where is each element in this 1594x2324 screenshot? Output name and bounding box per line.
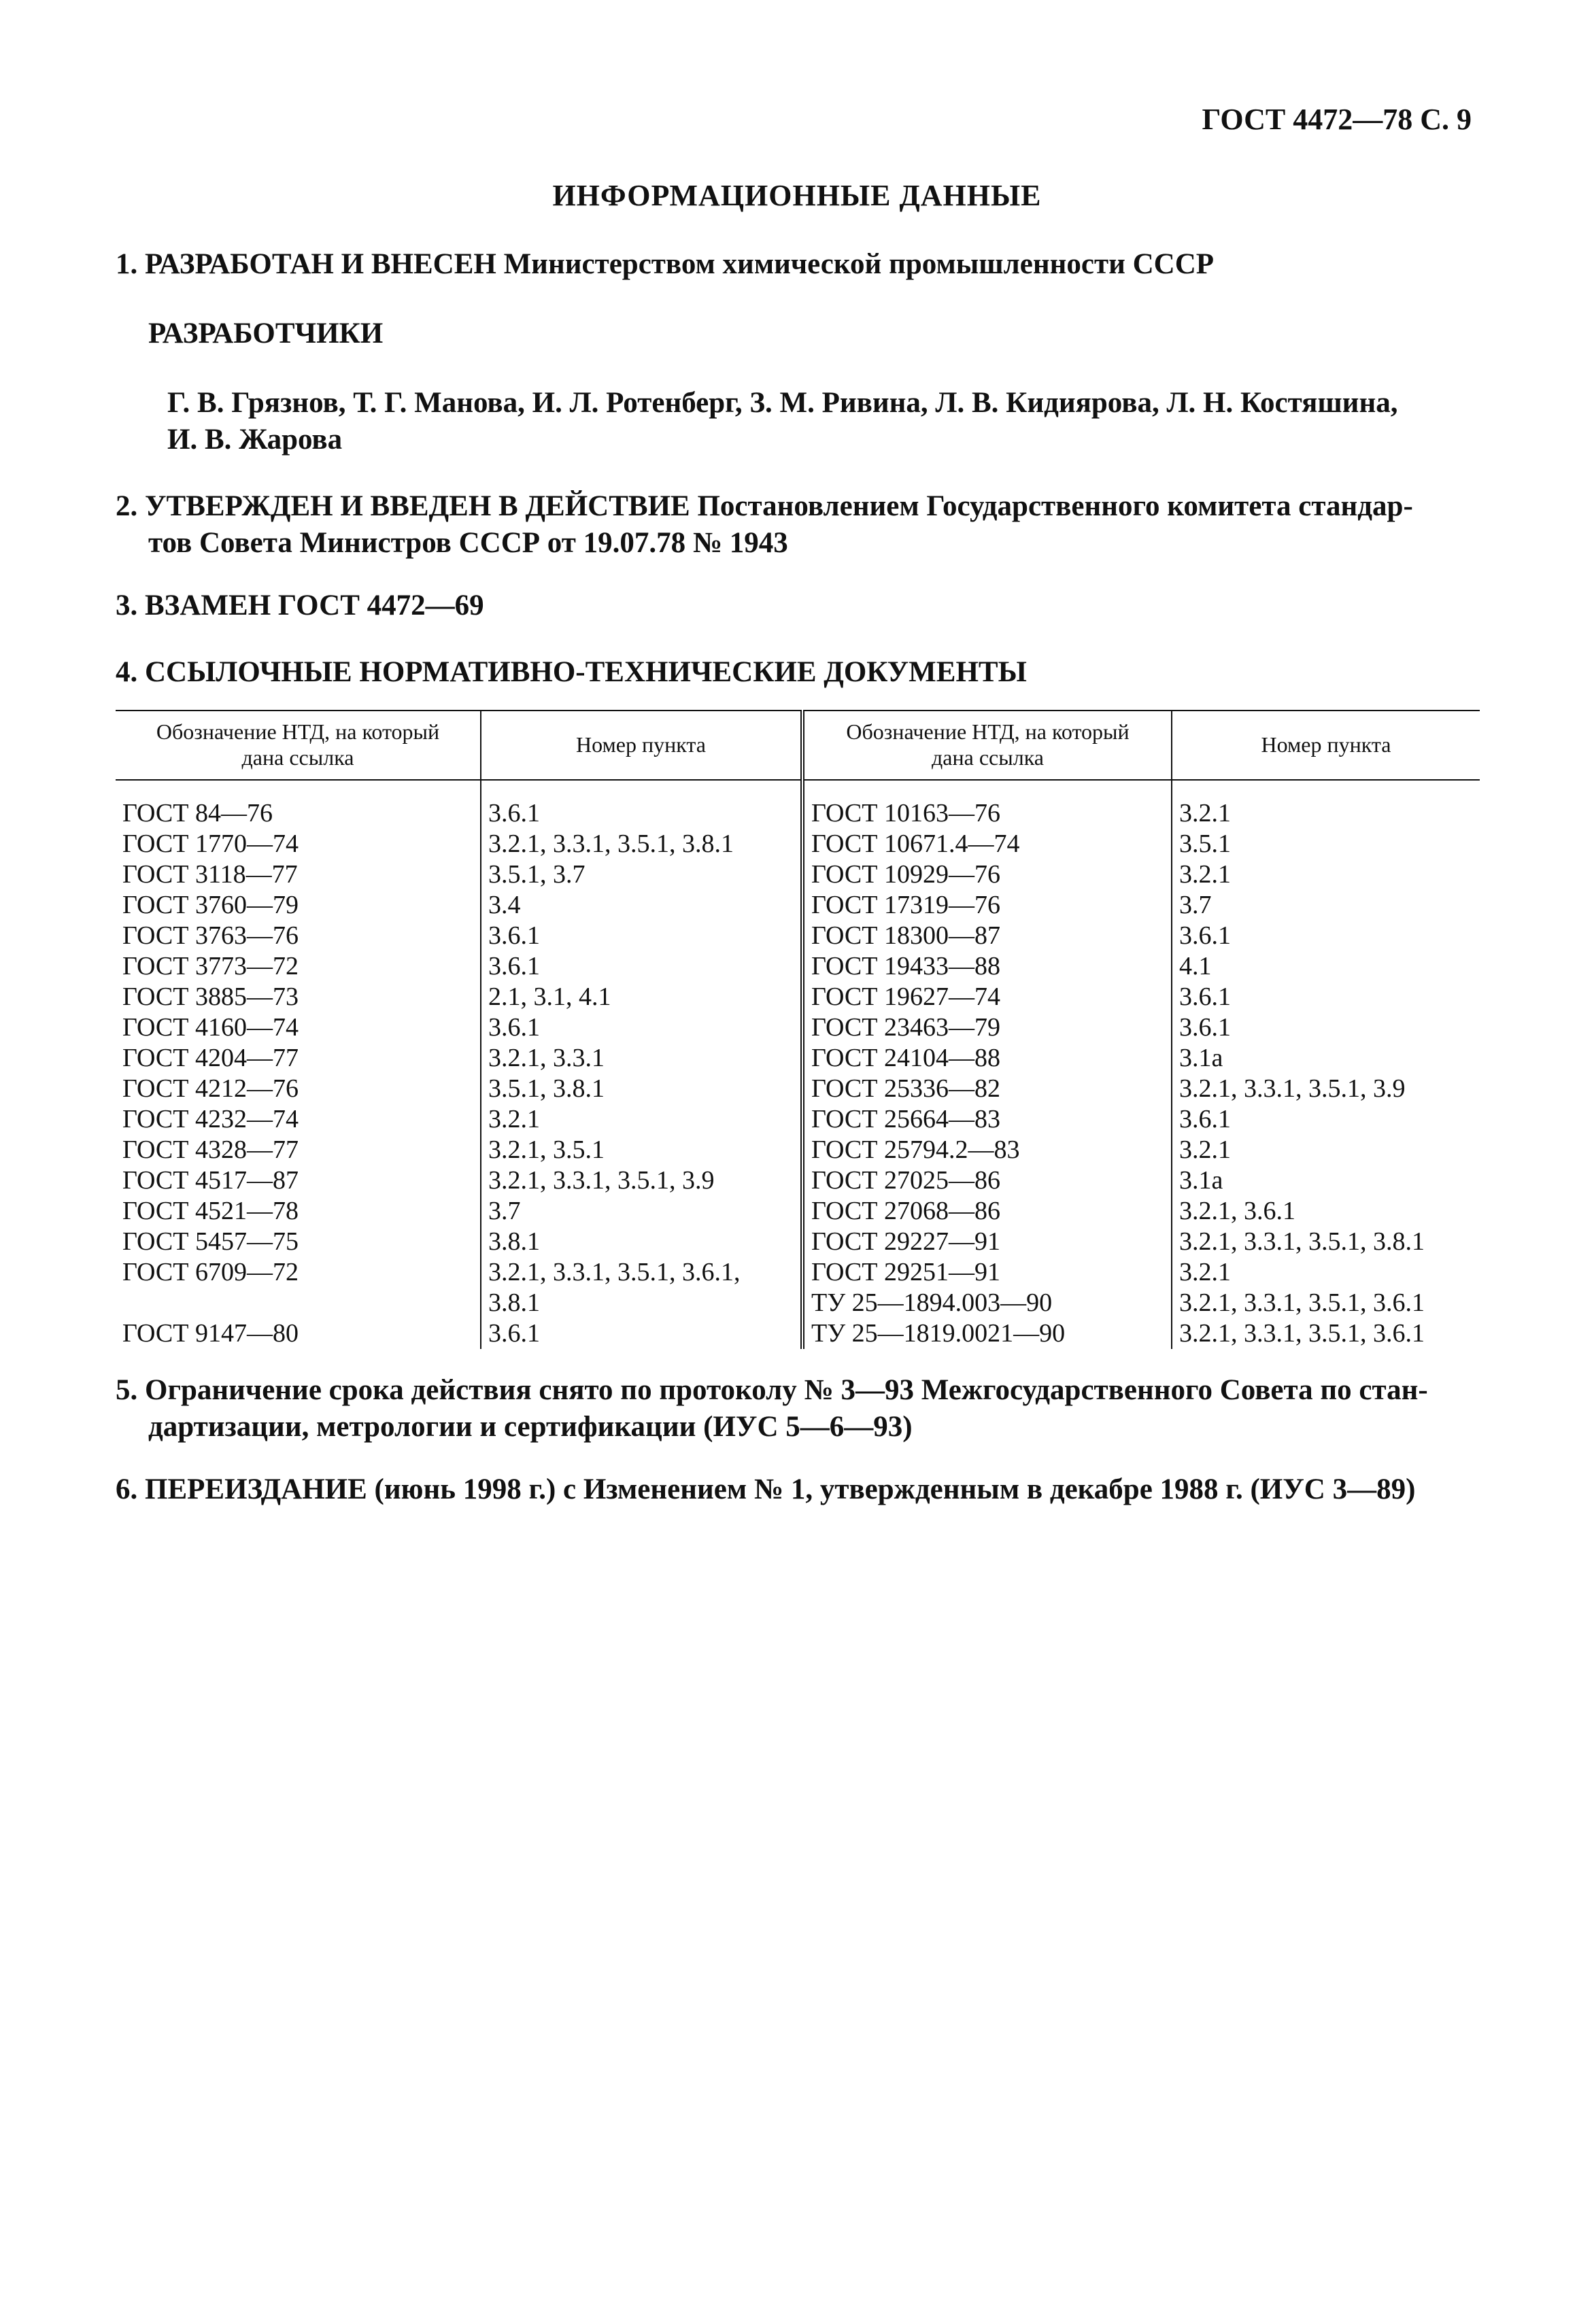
row-clause-right: 3.2.1, 3.3.1, 3.5.1, 3.8.1 bbox=[1172, 1227, 1480, 1257]
developers-names-line-2: И. В. Жарова bbox=[167, 424, 343, 456]
row-document-right: ГОСТ 10163—76 bbox=[802, 780, 1172, 829]
table-row bbox=[116, 982, 1480, 1012]
row-clause-right: 3.2.1, 3.3.1, 3.5.1, 3.9 bbox=[1172, 1074, 1480, 1104]
row-clause-right: 3.6.1 bbox=[1172, 921, 1480, 951]
table-row bbox=[116, 1196, 1480, 1227]
section-3 bbox=[116, 587, 1482, 624]
row-document-left: ГОСТ 4517—87 bbox=[122, 1166, 299, 1195]
section-2-number: 2. bbox=[116, 490, 138, 522]
section-6-number: 6. bbox=[116, 1473, 138, 1505]
row-clause-right: 3.2.1, 3.3.1, 3.5.1, 3.6.1 bbox=[1172, 1318, 1480, 1349]
row-clause-left: 3.2.1, 3.3.1, 3.5.1, 3.8.1 bbox=[481, 829, 802, 859]
row-clause-left: 3.2.1, 3.3.1 bbox=[481, 1043, 802, 1074]
row-clause-right: 3.2.1 bbox=[1172, 1135, 1480, 1165]
row-document-right: ГОСТ 27025—86 bbox=[802, 1165, 1172, 1196]
section-5 bbox=[116, 1372, 1482, 1446]
document-title: ИНФОРМАЦИОННЫЕ ДАННЫЕ bbox=[552, 179, 1042, 212]
row-document-left: ГОСТ 4160—74 bbox=[122, 1013, 299, 1042]
row-document-right: ГОСТ 17319—76 bbox=[802, 890, 1172, 921]
developers-label: РАЗРАБОТЧИКИ bbox=[148, 318, 384, 349]
table-row bbox=[116, 951, 1480, 982]
row-document-left: ГОСТ 4232—74 bbox=[122, 1105, 299, 1133]
section-3-number: 3. bbox=[116, 589, 138, 621]
row-clause-right: 3.1а bbox=[1172, 1043, 1480, 1074]
section-1 bbox=[116, 246, 1482, 283]
header-clause-right: Номер пункта bbox=[1172, 711, 1480, 780]
section-4-number: 4. bbox=[116, 656, 138, 688]
row-clause-left: 3.6.1 bbox=[481, 951, 802, 982]
row-clause-left: 3.8.1 bbox=[481, 1288, 802, 1318]
table-row bbox=[116, 1043, 1480, 1074]
row-document-right: ГОСТ 24104—88 bbox=[802, 1043, 1172, 1074]
row-clause-right: 3.2.1, 3.6.1 bbox=[1172, 1196, 1480, 1227]
section-2-text-line-1: Постановлением Государственного комитета стандар- bbox=[697, 490, 1413, 522]
row-document-left: ГОСТ 3885—73 bbox=[122, 982, 299, 1011]
header-document-right bbox=[802, 711, 1172, 780]
section-1-number: 1. bbox=[116, 248, 138, 280]
row-clause-left: 3.6.1 bbox=[481, 1012, 802, 1043]
row-document-right: ГОСТ 23463—79 bbox=[802, 1012, 1172, 1043]
developers-names bbox=[116, 385, 1482, 458]
row-document-right: ГОСТ 25664—83 bbox=[802, 1104, 1172, 1135]
row-document-right: ГОСТ 10929—76 bbox=[802, 859, 1172, 890]
row-document-right: ГОСТ 29227—91 bbox=[802, 1227, 1172, 1257]
row-clause-left: 3.6.1 bbox=[481, 780, 802, 829]
row-clause-left: 3.7 bbox=[481, 1196, 802, 1227]
row-document-left: ГОСТ 3118—77 bbox=[122, 860, 298, 889]
section-1-text: Министерством химической промышленности СССР bbox=[503, 248, 1215, 280]
row-clause-right: 3.6.1 bbox=[1172, 1104, 1480, 1135]
row-document-left bbox=[116, 1288, 481, 1318]
row-document-right: ГОСТ 27068—86 bbox=[802, 1196, 1172, 1227]
section-5-line-1: Ограничение срока действия снято по протоколу № 3—93 Межгосударственного Совета по стан- bbox=[145, 1374, 1428, 1406]
row-document-left: ГОСТ 6709—72 bbox=[122, 1258, 299, 1286]
table-row bbox=[116, 1135, 1480, 1165]
row-clause-left: 3.5.1, 3.7 bbox=[481, 859, 802, 890]
row-document-left: ГОСТ 9147—80 bbox=[122, 1319, 299, 1348]
row-clause-right: 3.7 bbox=[1172, 890, 1480, 921]
row-clause-right: 3.2.1 bbox=[1172, 780, 1480, 829]
row-document-left: ГОСТ 4521—78 bbox=[122, 1197, 299, 1225]
section-4 bbox=[116, 654, 1482, 691]
row-document-left: ГОСТ 3763—76 bbox=[122, 921, 299, 950]
section-5-line-2: дартизации, метрологии и сертификации (ИУС 5—6—93) bbox=[148, 1411, 913, 1443]
table-row bbox=[116, 1288, 1480, 1318]
row-document-right: ГОСТ 29251—91 bbox=[802, 1257, 1172, 1288]
row-clause-left: 3.5.1, 3.8.1 bbox=[481, 1074, 802, 1104]
row-document-right: ГОСТ 10671.4—74 bbox=[802, 829, 1172, 859]
row-document-left: ГОСТ 3773—72 bbox=[122, 952, 299, 980]
header-document-left-line-1: Обозначение НТД, на который bbox=[156, 719, 440, 744]
row-document-left: ГОСТ 3760—79 bbox=[122, 891, 299, 919]
row-document-right: ГОСТ 25336—82 bbox=[802, 1074, 1172, 1104]
row-document-right: ТУ 25—1894.003—90 bbox=[802, 1288, 1172, 1318]
developers-names-line-1: Г. В. Грязнов, Т. Г. Манова, И. Л. Ротенберг, З. М. Ривина, Л. В. Кидиярова, Л. Н. Костяшина, bbox=[167, 387, 1398, 419]
table-row bbox=[116, 1012, 1480, 1043]
table-row bbox=[116, 829, 1480, 859]
row-clause-left: 3.2.1, 3.3.1, 3.5.1, 3.9 bbox=[481, 1165, 802, 1196]
section-5-number: 5. bbox=[116, 1374, 138, 1406]
row-document-right: ТУ 25—1819.0021—90 bbox=[802, 1318, 1172, 1349]
row-clause-right: 3.5.1 bbox=[1172, 829, 1480, 859]
header-clause-left: Номер пункта bbox=[481, 711, 802, 780]
row-clause-left: 2.1, 3.1, 4.1 bbox=[481, 982, 802, 1012]
table-row bbox=[116, 1104, 1480, 1135]
row-clause-right: 3.6.1 bbox=[1172, 982, 1480, 1012]
page-reference: ГОСТ 4472—78 С. 9 bbox=[1202, 103, 1472, 136]
table-header-row bbox=[116, 711, 1480, 780]
row-document-right: ГОСТ 25794.2—83 bbox=[802, 1135, 1172, 1165]
section-2-text-line-2: тов Совета Министров СССР от 19.07.78 № 1943 bbox=[148, 527, 788, 559]
row-clause-left: 3.2.1, 3.3.1, 3.5.1, 3.6.1, bbox=[481, 1257, 802, 1288]
row-document-left: ГОСТ 84—76 bbox=[122, 799, 273, 827]
row-clause-right: 3.6.1 bbox=[1172, 1012, 1480, 1043]
table-row bbox=[116, 1227, 1480, 1257]
row-document-left: ГОСТ 5457—75 bbox=[122, 1227, 299, 1256]
section-2-lead: УТВЕРЖДЕН И ВВЕДЕН В ДЕЙСТВИЕ bbox=[145, 490, 690, 522]
table-body bbox=[116, 780, 1480, 1349]
row-clause-left: 3.2.1 bbox=[481, 1104, 802, 1135]
row-clause-right: 3.2.1 bbox=[1172, 1257, 1480, 1288]
section-1-lead: РАЗРАБОТАН И ВНЕСЕН bbox=[145, 248, 496, 280]
row-document-left: ГОСТ 4328—77 bbox=[122, 1135, 299, 1164]
section-2 bbox=[116, 488, 1482, 562]
row-clause-left: 3.4 bbox=[481, 890, 802, 921]
header-document-left-line-2: дана ссылка bbox=[241, 745, 354, 770]
section-4-text: ССЫЛОЧНЫЕ НОРМАТИВНО-ТЕХНИЧЕСКИЕ ДОКУМЕНТЫ bbox=[145, 656, 1027, 688]
row-clause-right: 3.1а bbox=[1172, 1165, 1480, 1196]
row-document-left: ГОСТ 1770—74 bbox=[122, 830, 299, 858]
row-clause-left: 3.6.1 bbox=[481, 921, 802, 951]
row-document-right: ГОСТ 19627—74 bbox=[802, 982, 1172, 1012]
row-document-left: ГОСТ 4204—77 bbox=[122, 1044, 299, 1072]
section-3-text: ВЗАМЕН ГОСТ 4472—69 bbox=[145, 589, 484, 621]
row-clause-left: 3.2.1, 3.5.1 bbox=[481, 1135, 802, 1165]
row-clause-left: 3.8.1 bbox=[481, 1227, 802, 1257]
table-row bbox=[116, 890, 1480, 921]
header-document-right-line-1: Обозначение НТД, на который bbox=[846, 719, 1130, 744]
table-row bbox=[116, 859, 1480, 890]
table-row bbox=[116, 1165, 1480, 1196]
table-row bbox=[116, 1318, 1480, 1349]
table-row bbox=[116, 780, 1480, 829]
row-document-left: ГОСТ 4212—76 bbox=[122, 1074, 299, 1103]
row-document-right: ГОСТ 19433—88 bbox=[802, 951, 1172, 982]
row-clause-left: 3.6.1 bbox=[481, 1318, 802, 1349]
reference-documents-table bbox=[116, 710, 1480, 1349]
header-document-right-line-2: дана ссылка bbox=[932, 745, 1044, 770]
row-clause-right: 3.2.1 bbox=[1172, 859, 1480, 890]
section-6-text: ПЕРЕИЗДАНИЕ (июнь 1998 г.) с Изменением № 1, утвержденным в декабре 1988 г. (ИУС 3—89) bbox=[145, 1473, 1416, 1505]
row-document-right: ГОСТ 18300—87 bbox=[802, 921, 1172, 951]
header-document-left bbox=[116, 711, 481, 780]
row-clause-right: 4.1 bbox=[1172, 951, 1480, 982]
table-row bbox=[116, 1257, 1480, 1288]
table-row bbox=[116, 921, 1480, 951]
section-6 bbox=[116, 1471, 1482, 1508]
table-row bbox=[116, 1074, 1480, 1104]
row-clause-right: 3.2.1, 3.3.1, 3.5.1, 3.6.1 bbox=[1172, 1288, 1480, 1318]
